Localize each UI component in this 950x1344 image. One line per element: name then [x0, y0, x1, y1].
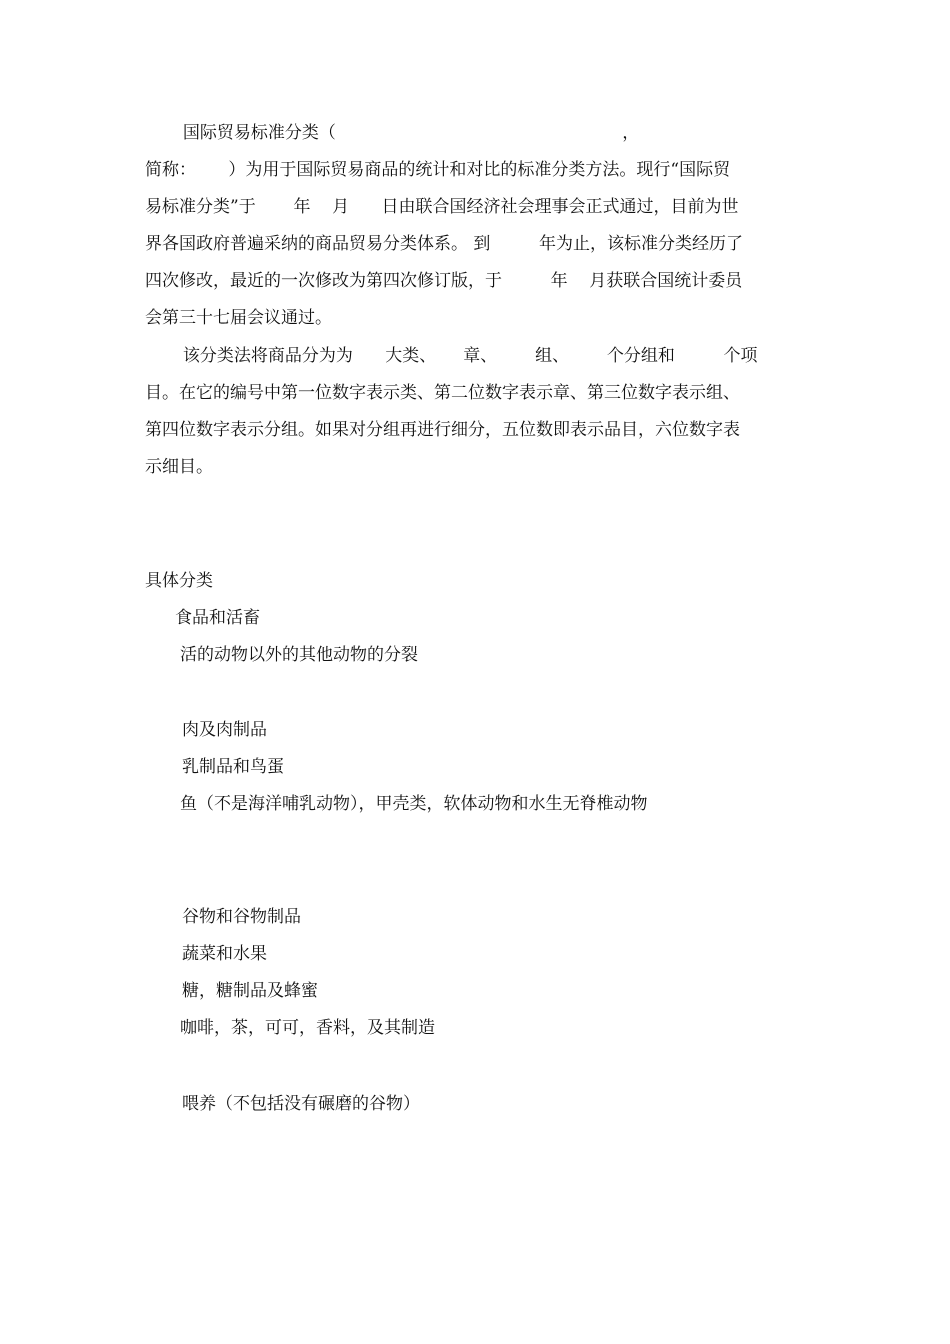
paragraph-line: 四次修改，最近的一次修改为第四次修订版，于 年 月获联合国统计委员: [145, 271, 743, 291]
list-item: 谷物和谷物制品: [182, 907, 301, 927]
category-top: 食品和活畜: [175, 608, 260, 628]
paragraph-line: 界各国政府普遍采纳的商品贸易分类体系。 到 年为止，该标准分类经历了: [145, 234, 744, 254]
list-item: 糖，糖制品及蜂蜜: [182, 981, 318, 1001]
list-item: 喂养（不包括没有碾磨的谷物）: [182, 1094, 420, 1114]
paragraph-line: 该分类法将商品分为为 大类、 章、 组、 个分组和 个项: [145, 346, 758, 366]
list-item: 活的动物以外的其他动物的分裂: [180, 645, 418, 665]
list-item: 鱼（不是海洋哺乳动物），甲壳类，软体动物和水生无脊椎动物: [180, 794, 648, 814]
paragraph-line: 易标准分类”于 年 月 日由联合国经济社会理事会正式通过，目前为世: [145, 197, 739, 217]
list-item: 乳制品和鸟蛋: [182, 757, 284, 777]
paragraph-line: 示细目。: [145, 457, 213, 477]
paragraph-line: 会第三十七届会议通过。: [145, 308, 332, 328]
paragraph-line: 第四位数字表示分组。如果对分组再进行细分，五位数即表示品目，六位数字表: [145, 420, 740, 440]
list-item: 蔬菜和水果: [182, 944, 267, 964]
paragraph-line: 目。在它的编号中第一位数字表示类、第二位数字表示章、第三位数字表示组、: [145, 383, 740, 403]
paragraph-line: 国际贸易标准分类（ ，: [145, 123, 640, 143]
list-item: 肉及肉制品: [182, 720, 267, 740]
section-title: 具体分类: [145, 571, 213, 591]
list-item: 咖啡，茶，可可，香料，及其制造: [180, 1018, 435, 1038]
paragraph-line: 简称： ）为用于国际贸易商品的统计和对比的标准分类方法。现行“国际贸: [145, 160, 731, 180]
